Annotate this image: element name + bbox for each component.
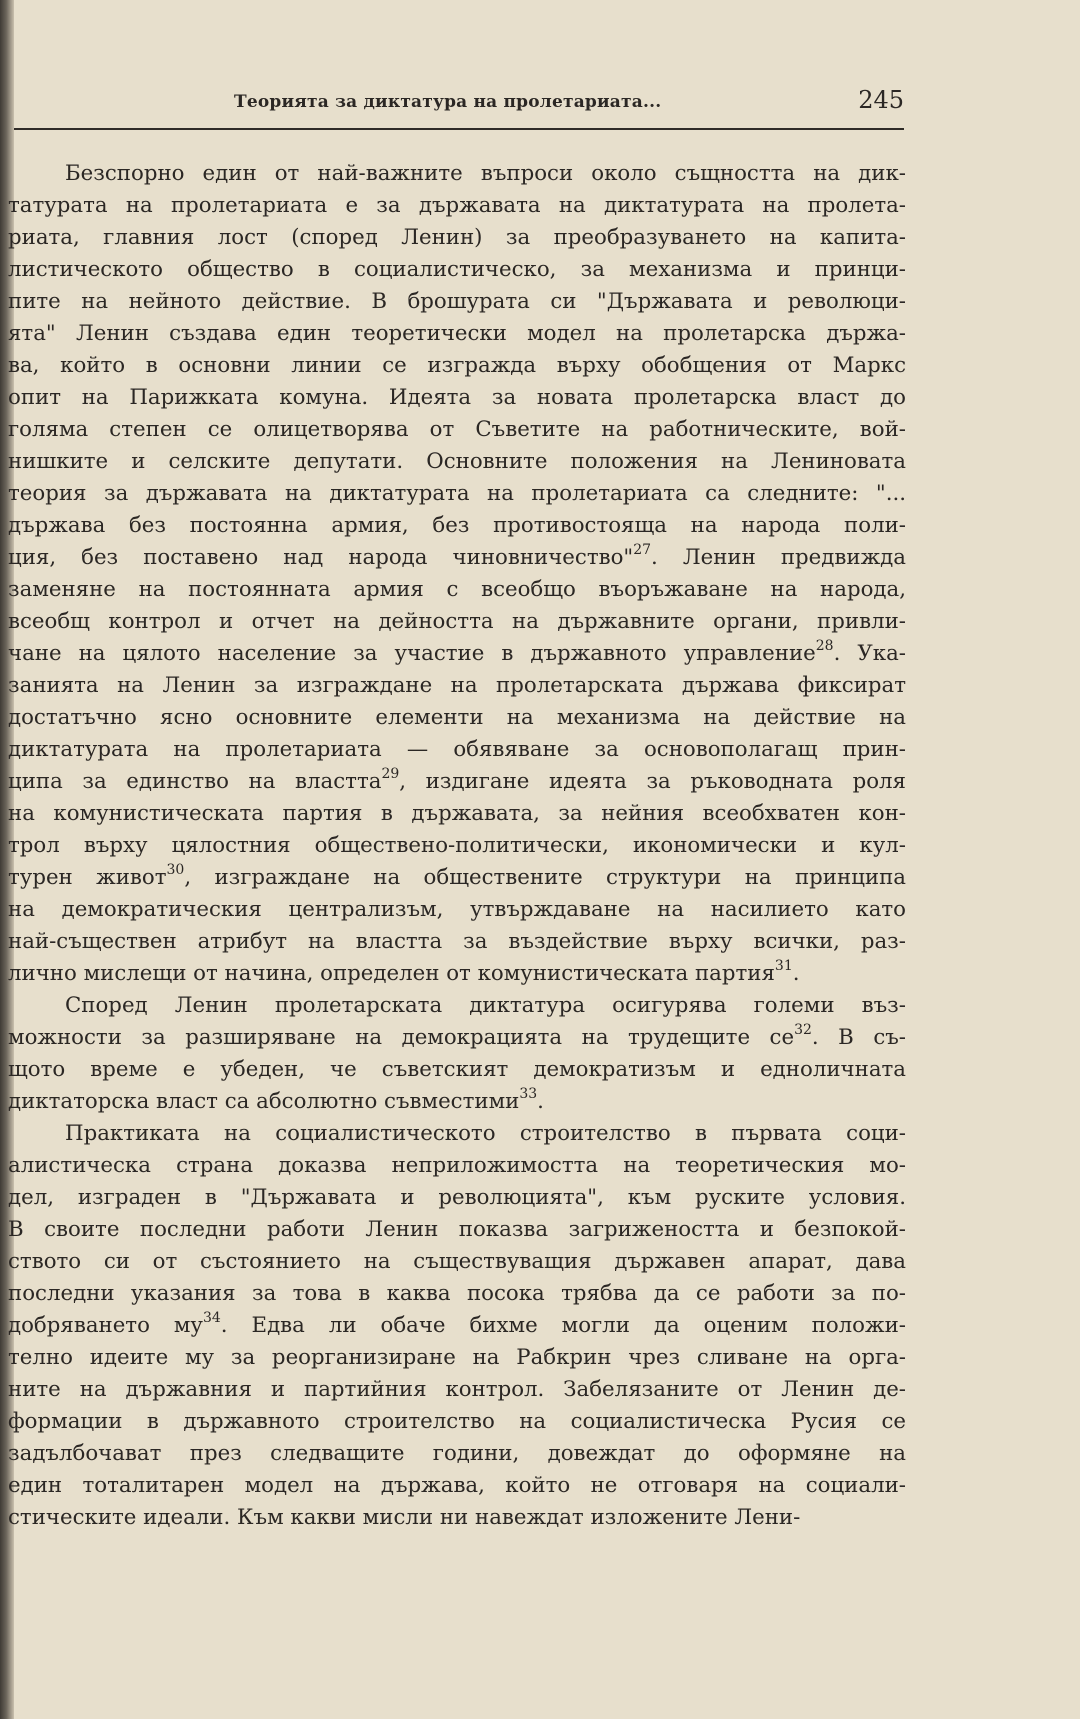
line-text: ципа за единство на властта [8,769,382,794]
text-line [8,446,906,478]
line-text: държава без постоянна армия, без противостояща на народа поли- [8,513,906,538]
footnote-marker: 29 [381,766,400,782]
line-text: В своите последни работи Ленин показва загрижеността и безпокой- [8,1217,906,1242]
line-text-continued: . Ука- [833,641,906,666]
text-line [8,670,906,702]
line-text: Безспорно един от най-важните въпроси около същността на дик- [65,161,906,186]
text-line [8,1310,906,1342]
line-text: алистическа страна доказва неприложимостта на теоретическия мо- [8,1153,906,1178]
line-text: теория за държавата на диктатурата на пролетариата са следните: "... [8,481,906,506]
line-text: ята" Ленин създава един теоретически модел на пролетарска държа- [8,321,906,346]
text-line [8,190,906,222]
text-line [65,1118,906,1150]
text-line [65,158,906,190]
footnote-marker: 28 [815,638,834,654]
text-line [8,926,906,958]
text-line [8,1374,906,1406]
line-text: диктаторска власт са абсолютно съвместими [8,1089,520,1114]
text-line [8,350,906,382]
line-text: Практиката на социалистическото строителство в първата соци- [65,1121,906,1146]
text-line [8,478,906,510]
text-line [8,1022,906,1054]
text-line [8,830,906,862]
line-text: опит на Парижката комуна. Идеята за новата пролетарска власт до [8,385,906,410]
line-text: можности за разширяване на демокрацията на трудещите се [8,1025,795,1050]
line-text: лично мислещи от начина, определен от комунистическата партия [8,961,775,986]
line-text: татурата на пролетариата е за държавата на диктатурата на пролета- [8,193,906,218]
text-line [8,318,906,350]
text-line [8,382,906,414]
text-line [8,1342,906,1374]
text-line [8,574,906,606]
line-text: ството си от състоянието на съществуващия държавен апарат, дава [8,1249,906,1274]
line-text: на демократическия централизъм, утвърждаване на насилието като [8,897,906,922]
text-line [8,1278,906,1310]
line-text: Според Ленин пролетарската диктатура осигурява големи въз- [65,993,906,1018]
page-number: 245 [858,86,904,114]
footnote-marker: 31 [774,958,793,974]
line-text: телно идеите му за реорганизиране на Рабкрин чрез сливане на орга- [8,1345,906,1370]
line-text-continued: . [537,1089,544,1114]
footnote-marker: 27 [633,542,652,558]
line-text: всеобщ контрол и отчет на дейността на държавните органи, привли- [8,609,906,634]
line-text: нишките и селските депутати. Основните положения на Лениновата [8,449,906,474]
text-line [8,958,906,990]
line-text: чане на цялото население за участие в държавното управление [8,641,816,666]
footnote-marker: 34 [202,1310,221,1326]
text-line [8,222,906,254]
line-text: трол върху цялостния обществено-политически, икономически и кул- [8,833,906,858]
line-text: голяма степен се олицетворява от Съветите на работническите, вой- [8,417,906,442]
text-line [8,766,906,798]
text-line [8,414,906,446]
line-text-continued: , издигане идеята за ръководната роля [399,769,906,794]
line-text: добряването му [8,1313,203,1338]
line-text: един тоталитарен модел на държава, който не отговаря на социали- [8,1473,906,1498]
line-text-continued: . [792,961,800,986]
line-text: стическите идеали. Към какви мисли ни навеждат изложените Лени- [8,1505,801,1530]
running-title: Теорията за диктатура на пролетариата... [234,92,662,112]
text-line [8,798,906,830]
line-text: ните на държавния и партийния контрол. Забелязаните от Ленин де- [8,1377,906,1402]
text-line [8,1406,906,1438]
text-line [8,1054,906,1086]
text-line [8,510,906,542]
text-line [65,990,906,1022]
text-line [8,1214,906,1246]
line-text-continued: . Едва ли обаче бихме могли да оценим положи- [220,1313,906,1338]
text-line [8,1246,906,1278]
text-line [8,638,906,670]
line-text: последни указания за това в каква посока трябва да се работи за по- [8,1281,906,1306]
footnote-marker: 30 [166,862,185,878]
footnote-marker: 32 [794,1022,812,1038]
line-text: заменяне на постоянната армия с всеобщо въоръжаване на народа, [8,577,906,602]
text-line [8,254,906,286]
text-line [8,1502,906,1534]
text-line [8,286,906,318]
text-line [8,1438,906,1470]
line-text: турен живот [8,865,167,890]
line-text: занията на Ленин за изграждане на пролетарската държава фиксират [8,673,906,698]
line-text: риата, главния лост (според Ленин) за преобразуването на капита- [8,225,906,250]
line-text-continued: , изграждане на обществените структури на принципа [184,865,906,890]
text-line [8,1086,906,1118]
line-text: листическото общество в социалистическо, за механизма и принци- [8,257,906,282]
line-text: на комунистическата партия в държавата, за нейния всеобхватен кон- [8,801,906,826]
running-header [14,88,904,130]
line-text: ция, без поставено над народа чиновничество" [8,545,634,570]
line-text: ва, който в основни линии се изгражда върху обобщения от Маркс [8,353,906,378]
text-line [8,1470,906,1502]
line-text: дел, изграден в "Държавата и революцията", към руските условия. [8,1185,906,1210]
line-text: пите на нейното действие. В брошурата си "Държавата и революци- [8,289,906,314]
text-line [8,894,906,926]
text-line [8,606,906,638]
footnote-marker: 33 [519,1086,538,1102]
line-text: задълбочават през следващите години, довеждат до оформяне на [8,1441,906,1466]
line-text-continued: . В съ- [811,1025,906,1050]
line-text: формации в държавното строителство на социалистическа Русия се [8,1409,906,1434]
line-text: най-съществен атрибут на властта за въздействие върху всички, раз- [8,929,906,954]
line-text-continued: . Ленин предвижда [651,545,906,570]
line-text: достатъчно ясно основните елементи на механизма на действие на [8,705,906,730]
text-line [8,542,906,574]
text-line [8,862,906,894]
text-line [8,734,906,766]
line-text: щото време е убеден, че съветският демократизъм и едноличната [8,1057,906,1082]
line-text: диктатурата на пролетариата — обявяване за основополагащ прин- [8,737,906,762]
text-line [8,1182,906,1214]
text-line [8,702,906,734]
text-line [8,1150,906,1182]
